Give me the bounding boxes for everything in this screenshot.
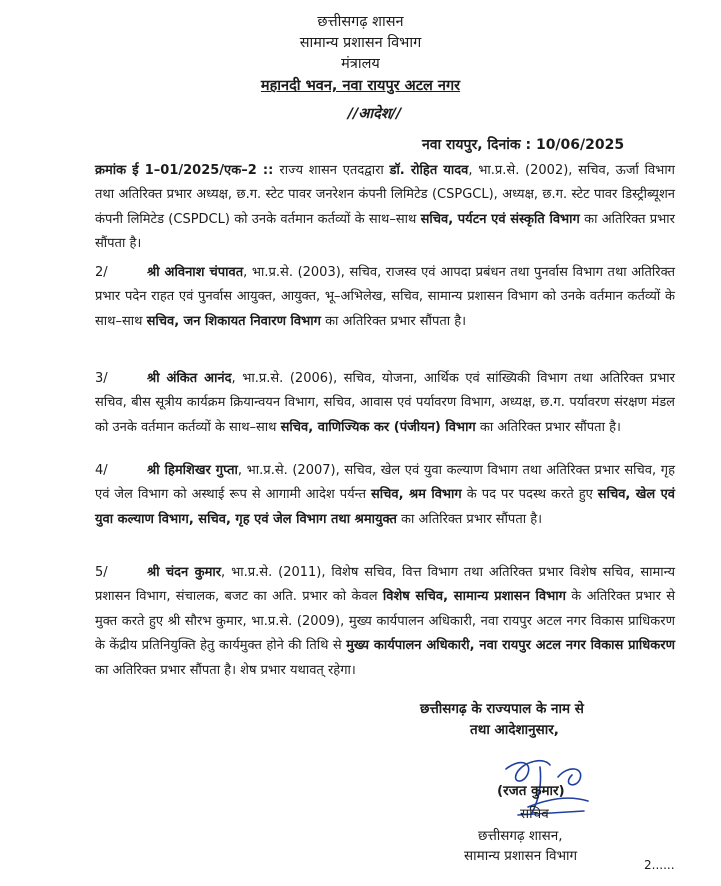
paragraph-3	[95, 367, 675, 440]
body-text: का अतिरिक्त प्रभार सौंपता है।	[320, 313, 467, 329]
emphasis-text: सचिव, जन शिकायत निवारण विभाग	[146, 313, 321, 329]
emphasis-text: सचिव, श्रम विभाग	[371, 487, 462, 503]
emphasis-text: श्री अंकित आनंद	[147, 371, 232, 386]
body-text: , भा.प्र.से. (2003), सचिव, राजस्व एवं आपदा प्रबंधन तथा पुनर्वास विभाग तथा अतिरिक्त प्रभार पदेन राहत एवं पुनर्वास आयुक्त, आयुक्त, भू–अभिलेख, सचिव, सामान्य प्रशासन विभाग को उनके वर्तमान कर्तव्यों के साथ–साथ	[95, 265, 675, 329]
body-text: के पद पर पदस्थ करते हुए	[461, 487, 598, 503]
signatory-government: छत्तीसगढ़ शासन,	[478, 828, 563, 844]
order-title: //आदेश//	[347, 106, 402, 122]
body-text: का अतिरिक्त प्रभार सौंपता है।	[95, 211, 675, 252]
paragraph-1	[95, 159, 675, 257]
body-text: का अतिरिक्त प्रभार सौंपता है।	[396, 511, 543, 527]
emphasis-text: डॉ. रोहित यादव	[389, 163, 469, 178]
paragraph-4	[95, 459, 675, 532]
closing-line-2: तथा आदेशानुसार,	[470, 722, 559, 738]
body-text: का अतिरिक्त प्रभार सौंपता है।	[475, 419, 621, 435]
header-ministry: मंत्रालय	[341, 56, 380, 72]
emphasis-text: श्री हिमशिखर गुप्ता	[147, 463, 238, 478]
paragraph-5	[95, 561, 675, 683]
body-text: , भा.प्र.से. (2006), सचिव, योजना, आर्थिक एवं सांख्यिकी विभाग तथा अतिरिक्त प्रभार सचिव, बीस सूत्रीय कार्यक्रम क्रियान्वयन विभाग, सचिव, आवास एवं पर्यावरण विभाग, अध्यक्ष, छ.ग. पर्यावरण संरक्षण मंडल को उनके वर्तमान कर्तव्यों के साथ–साथ	[95, 371, 675, 435]
signatory-designation: सचिव	[520, 806, 549, 822]
body-text: के अतिरिक्त प्रभार से मुक्त करते हुए श्री सौरभ कुमार, भा.प्र.से. (2009), मुख्य कार्यपालन अधिकारी, नवा रायपुर अटल नगर विकास प्राधिकरण के केंद्रीय प्रतिनियुक्ति हेतु कार्यमुक्त होने की तिथि से	[95, 589, 676, 654]
emphasis-text: सचिव, पर्यटन एवं संस्कृति विभाग	[420, 211, 580, 227]
paragraph-2	[95, 261, 675, 334]
emphasis-text: श्री चंदन कुमार	[147, 565, 222, 580]
emphasis-text: सचिव, वाणिज्यिक कर (पंजीयन) विभाग	[280, 419, 476, 435]
body-text: का अतिरिक्त प्रभार सौंपता है। शेष प्रभार यथावत् रहेगा।	[95, 662, 356, 678]
header-department: सामान्य प्रशासन विभाग	[299, 35, 422, 51]
paragraph-number: 3/	[95, 371, 108, 386]
header-address: महानदी भवन, नवा रायपुर अटल नगर	[260, 78, 461, 94]
body-text: राज्य शासन एतदद्वारा	[279, 163, 390, 178]
body-text: , भा.प्र.से. (2007), सचिव, खेल एवं युवा कल्याण विभाग तथा अतिरिक्त प्रभार सचिव, गृह एवं जेल विभाग को अस्थाई रूप से आगामी आदेश पर्यन्त	[95, 463, 675, 503]
signatory-department: सामान्य प्रशासन विभाग	[464, 848, 578, 864]
signatory-name: (रजत कुमार)	[497, 783, 565, 799]
emphasis-text: क्रमांक ई 1–01/2025/एक–2 ::	[95, 163, 280, 178]
header-government: छत्तीसगढ़ शासन	[317, 14, 404, 30]
paragraph-number: 5/	[95, 565, 108, 580]
paragraph-number: 2/	[95, 265, 108, 280]
body-text: , भा.प्र.से. (2011), विशेष सचिव, वित्त विभाग तथा अतिरिक्त प्रभार विशेष सचिव, सामान्य प्रशासन विभाग, संचालक, बजट का अति. प्रभार को केवल	[95, 565, 675, 605]
page-continuation: 2......	[644, 858, 675, 872]
paragraph-number: 4/	[95, 463, 108, 478]
emphasis-text: विशेष सचिव, सामान्य प्रशासन विभाग	[382, 589, 566, 605]
emphasis-text: मुख्य कार्यपालन अधिकारी, नवा रायपुर अटल नगर विकास प्राधिकरण	[346, 638, 675, 654]
emphasis-text: श्री अविनाश चंपावत	[147, 265, 244, 280]
body-text: , भा.प्र.से. (2002), सचिव, ऊर्जा विभाग तथा अतिरिक्त प्रभार अध्यक्ष, छ.ग. स्टेट पावर जनरेशन कंपनी लिमिटेड (CSPGCL), अध्यक्ष, छ.ग. स्टेट पावर डिस्ट्रीब्यूशन कंपनी लिमिटेड (CSPDCL) को उनके वर्तमान कर्तव्यों के साथ–साथ	[95, 163, 676, 227]
closing-line-1: छत्तीसगढ़ के राज्यपाल के नाम से	[420, 701, 584, 717]
emphasis-text: सचिव, खेल एवं युवा कल्याण विभाग, सचिव, गृह एवं जेल विभाग तथा श्रमायुक्त	[95, 487, 675, 527]
date-line: नवा रायपुर, दिनांक : 10/06/2025	[422, 137, 625, 153]
